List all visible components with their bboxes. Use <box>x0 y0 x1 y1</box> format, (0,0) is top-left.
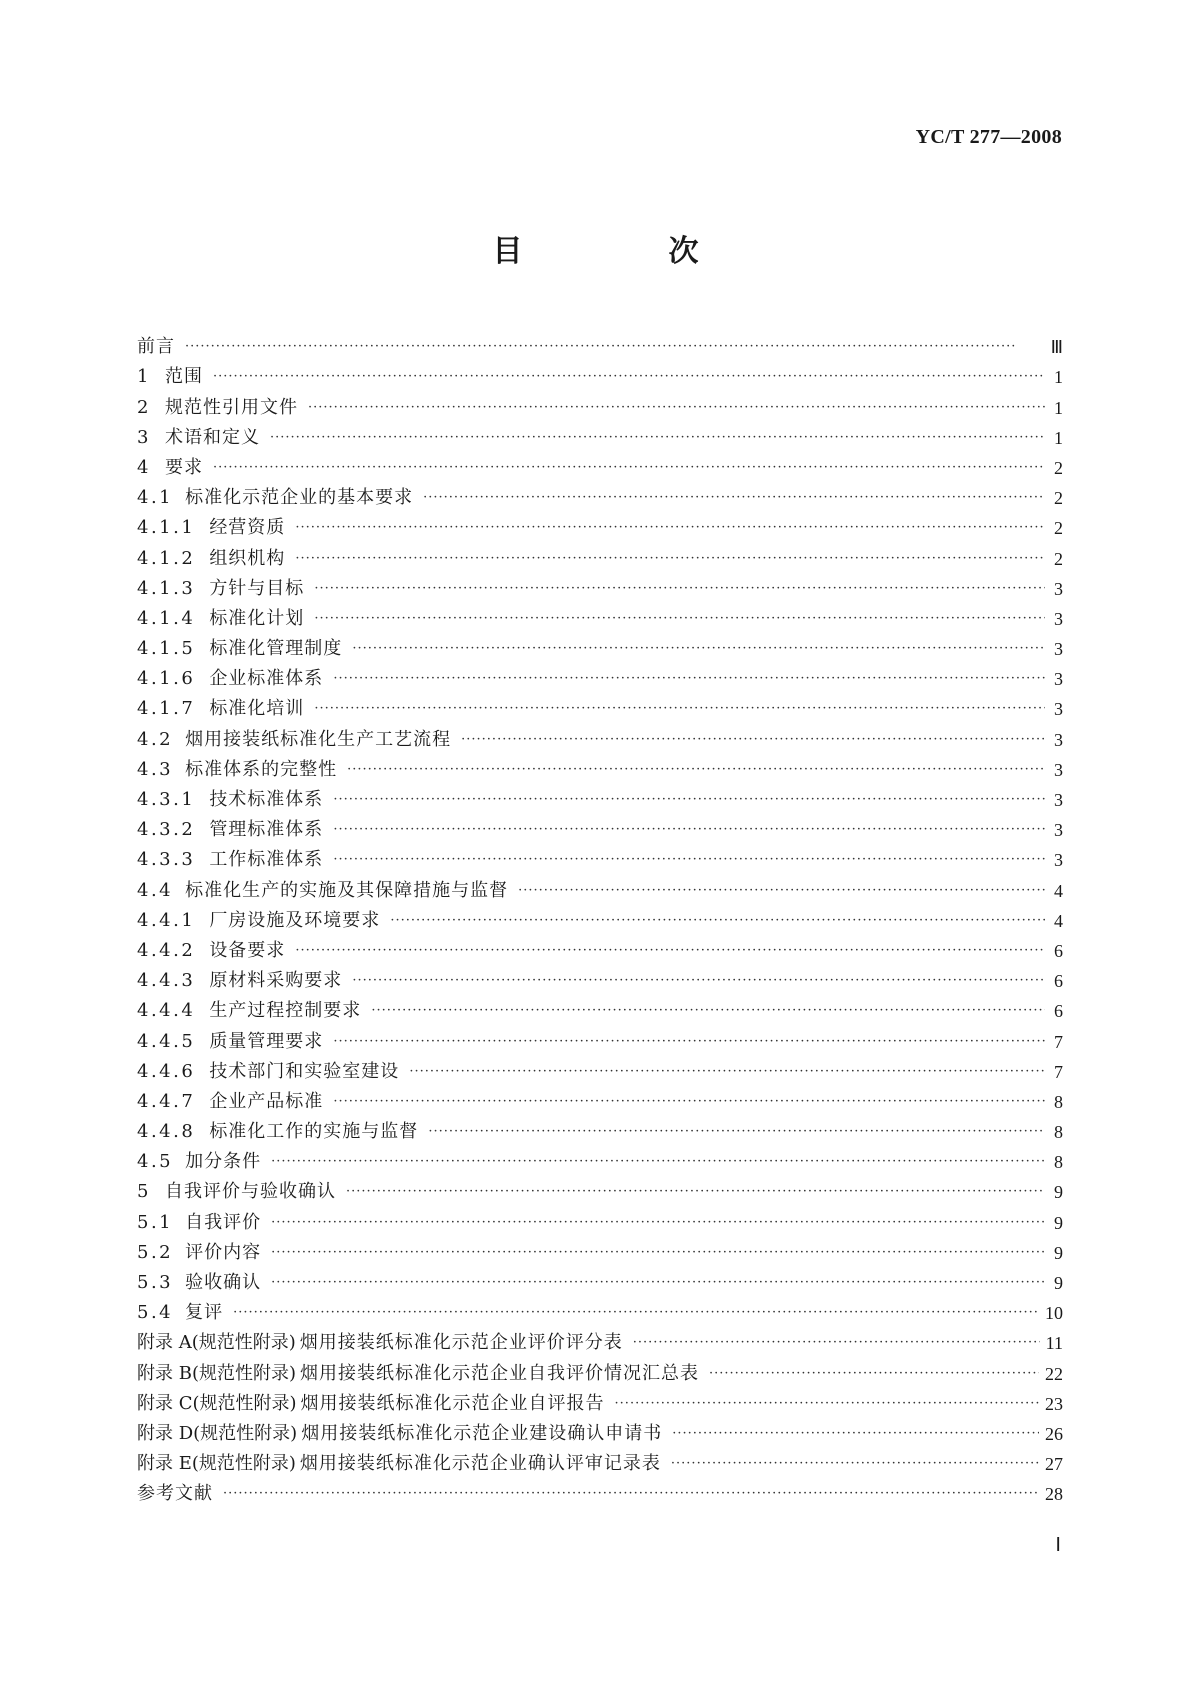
dot-leader <box>352 970 1045 992</box>
dot-leader <box>185 336 1045 358</box>
toc-entry-label: 标准化计划 <box>209 607 305 629</box>
dot-leader <box>271 1151 1045 1173</box>
toc-entry[interactable] <box>137 600 1063 630</box>
toc-entry-number: 4.4.3 <box>137 970 196 992</box>
toc-entry-number: 4.3.2 <box>137 819 196 841</box>
toc-entry-label: 方针与目标 <box>209 577 305 599</box>
page-title: 目 次 <box>492 234 757 269</box>
toc-entry-label: 设备要求 <box>209 939 286 961</box>
toc-entry-number: 附录 E(规范性附录) <box>137 1453 296 1475</box>
dot-leader <box>295 940 1045 962</box>
toc-entry-page: 3 <box>1054 790 1063 810</box>
toc-entry-number: 4.1.5 <box>137 638 196 660</box>
toc-entry-page: 2 <box>1054 518 1063 539</box>
toc-entry[interactable] <box>137 811 1063 841</box>
toc-entry[interactable] <box>137 720 1063 750</box>
toc-entry-number: 4.2 <box>137 728 174 750</box>
toc-entry[interactable] <box>137 932 1063 962</box>
dot-leader <box>672 1423 1039 1445</box>
toc-entry-label: 自我评价 <box>185 1211 262 1233</box>
toc-entry-label: 厂房设施及环境要求 <box>209 909 381 931</box>
dot-leader <box>633 1332 1040 1354</box>
toc-entry-number: 3 <box>137 426 151 448</box>
dot-leader <box>518 880 1045 902</box>
toc-entry[interactable] <box>137 449 1063 479</box>
toc-entry-number: 4.1.4 <box>137 607 196 629</box>
dot-leader <box>295 517 1045 539</box>
toc-entry[interactable] <box>137 1354 1063 1384</box>
toc-entry-page: 3 <box>1054 820 1063 841</box>
dot-leader <box>314 608 1045 630</box>
toc-entry-label: 烟用接装纸标准化示范企业建设确认申请书 <box>301 1422 663 1444</box>
dot-leader <box>213 457 1045 479</box>
toc-entry-number: 2 <box>137 396 151 418</box>
toc-entry-page: 4 <box>1054 880 1063 901</box>
toc-entry-label: 烟用接装纸标准化示范企业评价评分表 <box>299 1332 623 1354</box>
toc-entry-number: 5 <box>137 1181 151 1203</box>
toc-entry-label: 标准体系的完整性 <box>185 758 338 780</box>
toc-entry[interactable] <box>137 1415 1063 1445</box>
toc-entry-label: 标准化工作的实施与监督 <box>209 1121 419 1143</box>
toc-entry-label: 自我评价与验收确认 <box>164 1181 336 1203</box>
toc-entry-label: 工作标准体系 <box>209 849 324 871</box>
toc-entry[interactable] <box>137 841 1063 871</box>
toc-entry-page: 3 <box>1054 759 1063 780</box>
toc-entry[interactable] <box>137 388 1063 418</box>
dot-leader <box>352 638 1045 660</box>
toc-entry[interactable] <box>137 1234 1063 1264</box>
toc-entry[interactable] <box>137 781 1063 811</box>
toc-entry-page: 27 <box>1045 1454 1063 1475</box>
toc-entry-page: 2 <box>1054 548 1063 569</box>
toc-entry-label: 加分条件 <box>185 1151 262 1173</box>
toc-entry-label: 技术标准体系 <box>209 789 324 810</box>
toc-entry-number: 4.1.1 <box>137 517 196 539</box>
toc-entry-number: 4.1.2 <box>137 547 196 569</box>
toc-entry-page: 8 <box>1054 1152 1063 1173</box>
toc-entry-page: 7 <box>1054 1061 1063 1082</box>
toc-entry-page: 4 <box>1054 910 1063 931</box>
toc-entry-page: Ⅲ <box>1050 337 1063 358</box>
dot-leader <box>308 397 1045 419</box>
dot-leader <box>346 1181 1045 1203</box>
toc-entry-number: 4.5 <box>137 1151 174 1173</box>
toc-entry[interactable] <box>137 1475 1063 1505</box>
toc-entry-label: 复评 <box>185 1302 224 1324</box>
toc-entry[interactable] <box>137 992 1063 1022</box>
toc-entry-label: 烟用接装纸标准化生产工艺流程 <box>185 728 452 750</box>
toc-entry-label: 前言 <box>137 336 175 358</box>
toc-entry-number: 4.1.7 <box>137 698 196 720</box>
toc-entry-number: 4.4 <box>137 879 174 901</box>
toc-entry[interactable] <box>137 1113 1063 1143</box>
toc-entry-label: 评价内容 <box>185 1241 262 1263</box>
toc-entry-number: 4.1.6 <box>137 668 196 690</box>
document-code: YC/T 277—2008 <box>915 126 1062 148</box>
toc-entry[interactable] <box>137 902 1063 932</box>
toc-entry-label: 烟用接装纸标准化示范企业自评报告 <box>300 1392 605 1414</box>
toc-entry[interactable] <box>137 570 1063 600</box>
toc-entry-page: 3 <box>1054 729 1063 750</box>
toc-entry-number: 4.4.5 <box>137 1030 196 1052</box>
toc-entry[interactable] <box>137 1445 1063 1475</box>
toc-entry-page: 3 <box>1054 639 1063 660</box>
dot-leader <box>371 1000 1045 1022</box>
toc-entry-page: 3 <box>1054 850 1063 871</box>
toc-entry-label: 标准化管理制度 <box>209 638 343 660</box>
dot-leader <box>461 729 1045 751</box>
toc-entry[interactable] <box>137 962 1063 992</box>
dot-leader <box>333 819 1045 841</box>
toc-entry[interactable] <box>137 1143 1063 1173</box>
toc-entry[interactable] <box>137 1022 1063 1052</box>
toc-entry-label: 要求 <box>164 456 203 478</box>
dot-leader <box>333 849 1045 871</box>
toc-entry-label: 验收确认 <box>185 1272 262 1293</box>
toc-entry-label: 组织机构 <box>209 547 286 569</box>
dot-leader <box>314 698 1045 720</box>
dot-leader <box>271 1242 1045 1264</box>
toc-entry[interactable] <box>137 328 1063 358</box>
toc-entry-page: 6 <box>1054 940 1063 961</box>
toc-entry[interactable] <box>137 630 1063 660</box>
toc-entry-label: 标准化培训 <box>209 698 305 720</box>
toc-entry-page: 1 <box>1054 397 1063 418</box>
toc-entry[interactable] <box>137 690 1063 720</box>
toc-entry[interactable] <box>137 751 1063 781</box>
dot-leader <box>671 1453 1039 1475</box>
toc-entry-label: 质量管理要求 <box>209 1030 324 1052</box>
table-of-contents <box>137 328 1063 1505</box>
toc-entry-label: 参考文献 <box>137 1483 213 1505</box>
dot-leader <box>333 668 1045 690</box>
toc-entry-label: 原材料采购要求 <box>209 970 343 992</box>
toc-entry-number: 4.3.1 <box>137 789 196 810</box>
toc-entry-page: 2 <box>1054 457 1063 478</box>
toc-entry-page: 11 <box>1045 1333 1063 1354</box>
toc-entry-page: 6 <box>1054 971 1063 992</box>
toc-entry[interactable] <box>137 419 1063 449</box>
toc-entry-page: 9 <box>1054 1242 1063 1263</box>
toc-entry-label: 烟用接装纸标准化示范企业自我评价情况汇总表 <box>300 1362 699 1384</box>
toc-entry[interactable] <box>137 358 1063 388</box>
dot-leader <box>423 487 1045 509</box>
toc-entry-number: 4.1.3 <box>137 577 196 599</box>
toc-entry-page: 7 <box>1054 1031 1063 1052</box>
dot-leader <box>615 1393 1039 1415</box>
toc-entry-number: 4.4.4 <box>137 1000 196 1022</box>
toc-entry-page: 3 <box>1054 699 1063 720</box>
toc-entry-page: 8 <box>1054 1122 1063 1143</box>
toc-entry-page: 22 <box>1045 1363 1063 1384</box>
dot-leader <box>223 1483 1039 1505</box>
dot-leader <box>271 1272 1045 1294</box>
toc-entry[interactable] <box>137 1053 1063 1083</box>
toc-entry-page: 6 <box>1054 1001 1063 1022</box>
toc-entry-number: 附录 C(规范性附录) <box>137 1392 297 1414</box>
toc-entry-page: 3 <box>1054 669 1063 690</box>
dot-leader <box>333 1091 1045 1113</box>
toc-entry-page: 9 <box>1054 1182 1063 1203</box>
toc-entry-label: 标准化生产的实施及其保障措施与监督 <box>185 879 509 901</box>
dot-leader <box>333 789 1045 811</box>
toc-entry-page: 2 <box>1054 488 1063 509</box>
toc-entry[interactable] <box>137 509 1063 539</box>
dot-leader <box>709 1363 1039 1385</box>
dot-leader <box>390 910 1045 932</box>
toc-entry-page: 8 <box>1054 1091 1063 1112</box>
toc-entry-number: 4 <box>137 456 151 478</box>
toc-entry-label: 范围 <box>164 366 203 388</box>
toc-entry-label: 生产过程控制要求 <box>209 1000 362 1022</box>
dot-leader <box>233 1302 1039 1324</box>
toc-entry-number: 附录 A(规范性附录) <box>137 1332 296 1354</box>
toc-entry-number: 4.1 <box>137 487 174 509</box>
toc-entry-label: 技术部门和实验室建设 <box>209 1060 400 1082</box>
toc-entry-number: 4.3 <box>137 758 174 780</box>
toc-entry-page: 1 <box>1054 427 1063 448</box>
toc-entry[interactable] <box>137 1203 1063 1233</box>
toc-entry-number: 5.3 <box>137 1272 174 1293</box>
dot-leader <box>270 427 1045 449</box>
toc-entry-label: 标准化示范企业的基本要求 <box>185 487 414 509</box>
dot-leader <box>347 759 1045 781</box>
toc-entry[interactable] <box>137 1083 1063 1113</box>
toc-entry-number: 4.4.7 <box>137 1090 196 1112</box>
toc-entry-page: 3 <box>1054 578 1063 599</box>
toc-entry-page: 3 <box>1054 608 1063 629</box>
toc-entry-number: 5.4 <box>137 1302 174 1324</box>
toc-entry-label: 规范性引用文件 <box>164 396 298 418</box>
toc-entry-number: 附录 D(规范性附录) <box>137 1422 298 1444</box>
toc-entry-label: 烟用接装纸标准化示范企业确认评审记录表 <box>299 1453 661 1475</box>
toc-entry-page: 26 <box>1045 1423 1063 1444</box>
toc-entry-label: 管理标准体系 <box>209 819 324 841</box>
toc-entry-number: 4.4.2 <box>137 939 196 961</box>
toc-entry[interactable] <box>137 1294 1063 1324</box>
toc-entry-page: 23 <box>1045 1393 1063 1414</box>
toc-entry-label: 企业产品标准 <box>209 1090 324 1112</box>
toc-entry[interactable] <box>137 871 1063 901</box>
toc-entry-page: 9 <box>1054 1212 1063 1233</box>
toc-entry-number: 附录 B(规范性附录) <box>137 1362 296 1384</box>
toc-entry-number: 5.2 <box>137 1241 174 1263</box>
toc-entry[interactable] <box>137 539 1063 569</box>
dot-leader <box>314 578 1045 600</box>
toc-entry-number: 4.4.1 <box>137 909 196 931</box>
dot-leader <box>213 366 1045 388</box>
toc-entry[interactable] <box>137 1385 1063 1415</box>
toc-entry-number: 1 <box>137 366 151 388</box>
dot-leader <box>428 1121 1045 1143</box>
toc-entry-page: 28 <box>1045 1484 1063 1505</box>
toc-entry-page: 1 <box>1054 367 1063 388</box>
toc-entry[interactable] <box>137 479 1063 509</box>
toc-entry-page: 10 <box>1045 1303 1063 1324</box>
toc-entry-number: 5.1 <box>137 1211 174 1233</box>
toc-entry[interactable] <box>137 1324 1063 1354</box>
dot-leader <box>271 1212 1045 1234</box>
toc-entry[interactable] <box>137 660 1063 690</box>
toc-entry-label: 企业标准体系 <box>209 668 324 690</box>
toc-entry[interactable] <box>137 1173 1063 1203</box>
toc-entry-number: 4.3.3 <box>137 849 196 871</box>
dot-leader <box>295 548 1045 570</box>
dot-leader <box>333 1031 1045 1053</box>
toc-entry-number: 4.4.6 <box>137 1060 196 1082</box>
toc-entry-label: 经营资质 <box>209 517 286 539</box>
toc-entry-number: 4.4.8 <box>137 1121 196 1143</box>
toc-entry[interactable] <box>137 1264 1063 1294</box>
page-folio: Ⅰ <box>1055 1535 1061 1556</box>
dot-leader <box>409 1061 1045 1083</box>
toc-entry-label: 术语和定义 <box>164 426 260 448</box>
toc-entry-page: 9 <box>1054 1273 1063 1293</box>
